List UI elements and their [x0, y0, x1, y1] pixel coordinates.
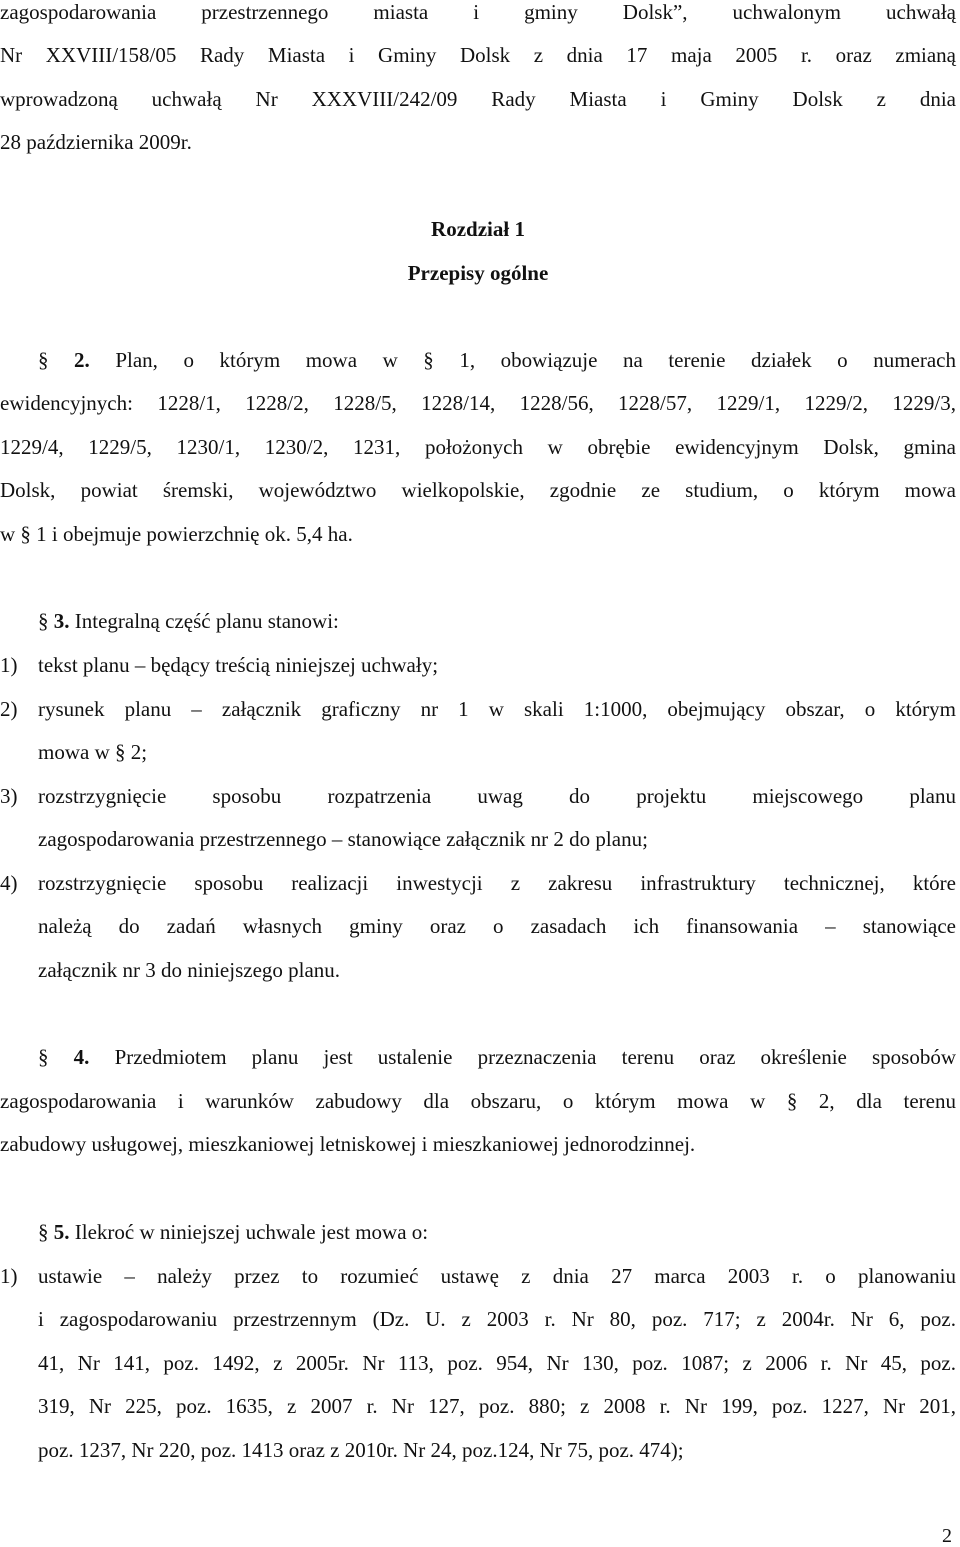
par3-item-4-line-3: załącznik nr 3 do niniejszego planu. [38, 958, 341, 982]
par3-item-1-line-1: tekst planu – będący treścią niniejszej uchwały; [38, 653, 439, 677]
chapter-title: Rozdział 1 [431, 217, 525, 241]
par5-intro-text: Ilekroć w niniejszej uchwale jest mowa o: [74, 1220, 429, 1244]
intro-line-1: zagospodarowania przestrzennego miasta i gminy Dolsk”, uchwalonym uchwałą [0, 0, 956, 24]
chapter-subtitle: Przepisy ogólne [407, 261, 549, 285]
par3-item-4-line-2: należą do zadań własnych gminy oraz o zasadach ich finansowania – stanowiące [38, 914, 956, 938]
list-item-number: 1) [0, 1264, 18, 1288]
par5-item-1-line-5: poz. 1237, Nr 220, poz. 1413 oraz z 2010r. Nr 24, poz.124, Nr 75, poz. 474); [38, 1438, 684, 1462]
par4-line-1 [38, 1045, 956, 1071]
par3-number: 3. [53, 609, 70, 633]
par4-number: 4. [73, 1045, 90, 1069]
par3-item-2-line-2: mowa w § 2; [38, 740, 148, 764]
par4-line-2: zagospodarowania i warunków zabudowy dla obszaru, o którym mowa w § 2, dla terenu [0, 1089, 956, 1113]
par4-text-1: Przedmiotem planu jest ustalenie przeznaczenia terenu oraz określenie sposobów [114, 1045, 957, 1069]
section-symbol: § [38, 609, 49, 633]
par2-line-1 [38, 348, 956, 374]
par2-line-3: 1229/4, 1229/5, 1230/1, 1230/2, 1231, położonych w obrębie ewidencyjnym Dolsk, gmina [0, 435, 956, 459]
par3-item-3-line-2: zagospodarowania przestrzennego – stanowiące załącznik nr 2 do planu; [38, 827, 648, 851]
section-symbol: § [38, 1045, 49, 1069]
par5-item-1-line-3: 41, Nr 141, poz. 1492, z 2005r. Nr 113, poz. 954, Nr 130, poz. 1087; z 2006 r. Nr 45, poz. [38, 1351, 956, 1375]
list-item-number: 1) [0, 653, 18, 677]
par5-item-1-line-4: 319, Nr 225, poz. 1635, z 2007 r. Nr 127, poz. 880; z 2008 r. Nr 199, poz. 1227, Nr 201, [38, 1394, 956, 1418]
par3-item-4-line-1: rozstrzygnięcie sposobu realizacji inwestycji z zakresu infrastruktury technicznej, które [38, 871, 956, 895]
par5-intro [38, 1220, 956, 1246]
intro-line-4: 28 października 2009r. [0, 130, 192, 154]
list-item-number: 2) [0, 697, 18, 721]
par3-intro-text: Integralną część planu stanowi: [74, 609, 339, 633]
par5-item-1-line-2: i zagospodarowaniu przestrzennym (Dz. U. z 2003 r. Nr 80, poz. 717; z 2004r. Nr 6, poz. [38, 1307, 956, 1331]
page-number: 2 [942, 1525, 952, 1547]
list-item-number: 4) [0, 871, 18, 895]
par2-line-2: ewidencyjnych: 1228/1, 1228/2, 1228/5, 1228/14, 1228/56, 1228/57, 1229/1, 1229/2, 1229/3, [0, 391, 956, 415]
par3-intro [38, 609, 956, 635]
par3-item-2-line-1: rysunek planu – załącznik graficzny nr 1 w skali 1:1000, obejmujący obszar, o którym [38, 697, 956, 721]
par5-number: 5. [53, 1220, 70, 1244]
par5-item-1-line-1: ustawie – należy przez to rozumieć ustawę z dnia 27 marca 2003 r. o planowaniu [38, 1264, 956, 1288]
par2-line-5: w § 1 i obejmuje powierzchnię ok. 5,4 ha. [0, 522, 353, 546]
list-item-number: 3) [0, 784, 18, 808]
intro-line-2: Nr XXVIII/158/05 Rady Miasta i Gminy Dolsk z dnia 17 maja 2005 r. oraz zmianą [0, 43, 956, 67]
par2-number: 2. [74, 348, 90, 372]
par2-text-1: Plan, o którym mowa w § 1, obowiązuje na terenie działek o numerach [115, 348, 956, 372]
section-symbol: § [38, 348, 49, 372]
par4-line-3: zabudowy usługowej, mieszkaniowej letniskowej i mieszkaniowej jednorodzinnej. [0, 1132, 696, 1156]
par2-line-4: Dolsk, powiat śremski, województwo wielkopolskie, zgodnie ze studium, o którym mowa [0, 478, 956, 502]
par3-item-3-line-1: rozstrzygnięcie sposobu rozpatrzenia uwag do projektu miejscowego planu [38, 784, 956, 808]
section-symbol: § [38, 1220, 49, 1244]
intro-line-3: wprowadzoną uchwałą Nr XXXVIII/242/09 Rady Miasta i Gminy Dolsk z dnia [0, 87, 956, 111]
